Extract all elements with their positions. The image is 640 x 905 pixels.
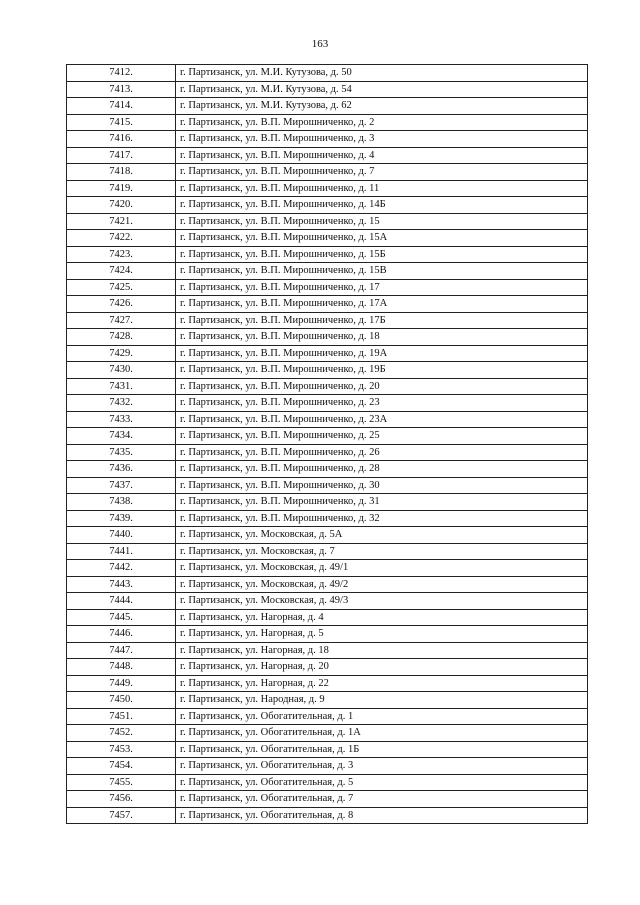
table-row	[67, 576, 588, 593]
row-address: г. Партизанск, ул. В.П. Мирошниченко, д. 15Б	[176, 246, 588, 263]
row-number: 7427.	[67, 312, 176, 329]
table-row	[67, 411, 588, 428]
row-number: 7444.	[67, 593, 176, 610]
row-address: г. Партизанск, ул. В.П. Мирошниченко, д. 7	[176, 164, 588, 181]
row-address: г. Партизанск, ул. Обогатительная, д. 8	[176, 807, 588, 824]
table-row	[67, 263, 588, 280]
row-address: г. Партизанск, ул. Нагорная, д. 18	[176, 642, 588, 659]
table-row	[67, 395, 588, 412]
row-address: г. Партизанск, ул. Обогатительная, д. 1Б	[176, 741, 588, 758]
row-address: г. Партизанск, ул. Московская, д. 5А	[176, 527, 588, 544]
row-number: 7443.	[67, 576, 176, 593]
table-row	[67, 725, 588, 742]
row-number: 7428.	[67, 329, 176, 346]
row-number: 7449.	[67, 675, 176, 692]
table-row	[67, 477, 588, 494]
row-address: г. Партизанск, ул. Московская, д. 7	[176, 543, 588, 560]
row-address: г. Партизанск, ул. Обогатительная, д. 1	[176, 708, 588, 725]
row-address: г. Партизанск, ул. Обогатительная, д. 1А	[176, 725, 588, 742]
table-row	[67, 642, 588, 659]
row-number: 7430.	[67, 362, 176, 379]
row-number: 7419.	[67, 180, 176, 197]
row-address: г. Партизанск, ул. В.П. Мирошниченко, д. 30	[176, 477, 588, 494]
table-row	[67, 609, 588, 626]
table-row	[67, 246, 588, 263]
table-row	[67, 593, 588, 610]
table-row	[67, 626, 588, 643]
row-address: г. Партизанск, ул. М.И. Кутузова, д. 50	[176, 65, 588, 82]
row-address: г. Партизанск, ул. В.П. Мирошниченко, д. 14Б	[176, 197, 588, 214]
row-address: г. Партизанск, ул. В.П. Мирошниченко, д. 26	[176, 444, 588, 461]
row-number: 7450.	[67, 692, 176, 709]
row-address: г. Партизанск, ул. В.П. Мирошниченко, д. 18	[176, 329, 588, 346]
row-address: г. Партизанск, ул. В.П. Мирошниченко, д. 19А	[176, 345, 588, 362]
table-row	[67, 378, 588, 395]
row-address: г. Партизанск, ул. В.П. Мирошниченко, д. 20	[176, 378, 588, 395]
table-row	[67, 444, 588, 461]
table-row	[67, 428, 588, 445]
table-row	[67, 147, 588, 164]
row-address: г. Партизанск, ул. В.П. Мирошниченко, д. 19Б	[176, 362, 588, 379]
row-number: 7448.	[67, 659, 176, 676]
row-address: г. Партизанск, ул. Обогатительная, д. 5	[176, 774, 588, 791]
table-row	[67, 692, 588, 709]
row-number: 7452.	[67, 725, 176, 742]
page-number: 163	[311, 38, 329, 50]
table-row	[67, 741, 588, 758]
table-row	[67, 791, 588, 808]
row-address: г. Партизанск, ул. Московская, д. 49/3	[176, 593, 588, 610]
table-row	[67, 461, 588, 478]
table-row	[67, 494, 588, 511]
row-number: 7431.	[67, 378, 176, 395]
row-address: г. Партизанск, ул. В.П. Мирошниченко, д. 2	[176, 114, 588, 131]
row-address: г. Партизанск, ул. В.П. Мирошниченко, д. 15В	[176, 263, 588, 280]
table-row	[67, 279, 588, 296]
table-row	[67, 114, 588, 131]
row-address: г. Партизанск, ул. Обогатительная, д. 3	[176, 758, 588, 775]
address-registry-body	[67, 65, 588, 824]
table-row	[67, 362, 588, 379]
table-row	[67, 659, 588, 676]
row-address: г. Партизанск, ул. В.П. Мирошниченко, д. 17А	[176, 296, 588, 313]
row-address: г. Партизанск, ул. Нагорная, д. 22	[176, 675, 588, 692]
row-number: 7426.	[67, 296, 176, 313]
row-number: 7453.	[67, 741, 176, 758]
row-address: г. Партизанск, ул. Московская, д. 49/1	[176, 560, 588, 577]
table-row	[67, 180, 588, 197]
table-row	[67, 65, 588, 82]
row-number: 7435.	[67, 444, 176, 461]
table-row	[67, 230, 588, 247]
row-number: 7414.	[67, 98, 176, 115]
table-row	[67, 98, 588, 115]
row-number: 7420.	[67, 197, 176, 214]
row-address: г. Партизанск, ул. В.П. Мирошниченко, д. 32	[176, 510, 588, 527]
table-row	[67, 345, 588, 362]
row-address: г. Партизанск, ул. В.П. Мирошниченко, д. 11	[176, 180, 588, 197]
row-number: 7418.	[67, 164, 176, 181]
row-number: 7416.	[67, 131, 176, 148]
row-number: 7417.	[67, 147, 176, 164]
row-number: 7423.	[67, 246, 176, 263]
row-number: 7413.	[67, 81, 176, 98]
row-address: г. Партизанск, ул. В.П. Мирошниченко, д. 23А	[176, 411, 588, 428]
row-number: 7433.	[67, 411, 176, 428]
table-row	[67, 213, 588, 230]
table-row	[67, 543, 588, 560]
row-number: 7451.	[67, 708, 176, 725]
table-row	[67, 560, 588, 577]
row-address: г. Партизанск, ул. В.П. Мирошниченко, д. 17Б	[176, 312, 588, 329]
row-number: 7445.	[67, 609, 176, 626]
row-number: 7439.	[67, 510, 176, 527]
row-number: 7432.	[67, 395, 176, 412]
row-number: 7434.	[67, 428, 176, 445]
row-address: г. Партизанск, ул. В.П. Мирошниченко, д. 3	[176, 131, 588, 148]
row-address: г. Партизанск, ул. М.И. Кутузова, д. 54	[176, 81, 588, 98]
row-number: 7422.	[67, 230, 176, 247]
table-row	[67, 510, 588, 527]
table-row	[67, 131, 588, 148]
table-row	[67, 296, 588, 313]
row-address: г. Партизанск, ул. Нагорная, д. 5	[176, 626, 588, 643]
table-row	[67, 758, 588, 775]
row-address: г. Партизанск, ул. В.П. Мирошниченко, д. 23	[176, 395, 588, 412]
table-row	[67, 312, 588, 329]
table-row	[67, 197, 588, 214]
table-row	[67, 164, 588, 181]
table-row	[67, 329, 588, 346]
row-address: г. Партизанск, ул. В.П. Мирошниченко, д. 28	[176, 461, 588, 478]
row-address: г. Партизанск, ул. М.И. Кутузова, д. 62	[176, 98, 588, 115]
row-number: 7424.	[67, 263, 176, 280]
row-address: г. Партизанск, ул. В.П. Мирошниченко, д. 25	[176, 428, 588, 445]
row-number: 7456.	[67, 791, 176, 808]
row-number: 7425.	[67, 279, 176, 296]
row-number: 7446.	[67, 626, 176, 643]
row-number: 7442.	[67, 560, 176, 577]
row-address: г. Партизанск, ул. В.П. Мирошниченко, д. 4	[176, 147, 588, 164]
row-number: 7447.	[67, 642, 176, 659]
row-number: 7415.	[67, 114, 176, 131]
row-number: 7440.	[67, 527, 176, 544]
address-registry-table	[66, 64, 588, 824]
row-address: г. Партизанск, ул. Обогатительная, д. 7	[176, 791, 588, 808]
row-address: г. Партизанск, ул. В.П. Мирошниченко, д. 31	[176, 494, 588, 511]
row-number: 7454.	[67, 758, 176, 775]
table-row	[67, 774, 588, 791]
table-row	[67, 708, 588, 725]
row-number: 7412.	[67, 65, 176, 82]
row-number: 7438.	[67, 494, 176, 511]
row-number: 7441.	[67, 543, 176, 560]
table-row	[67, 81, 588, 98]
row-number: 7421.	[67, 213, 176, 230]
row-number: 7437.	[67, 477, 176, 494]
table-row	[67, 675, 588, 692]
row-address: г. Партизанск, ул. В.П. Мирошниченко, д. 15	[176, 213, 588, 230]
table-row	[67, 527, 588, 544]
row-number: 7457.	[67, 807, 176, 824]
row-address: г. Партизанск, ул. Московская, д. 49/2	[176, 576, 588, 593]
row-number: 7455.	[67, 774, 176, 791]
row-address: г. Партизанск, ул. В.П. Мирошниченко, д. 15А	[176, 230, 588, 247]
table-row	[67, 807, 588, 824]
row-address: г. Партизанск, ул. В.П. Мирошниченко, д. 17	[176, 279, 588, 296]
row-number: 7429.	[67, 345, 176, 362]
row-address: г. Партизанск, ул. Народная, д. 9	[176, 692, 588, 709]
row-number: 7436.	[67, 461, 176, 478]
row-address: г. Партизанск, ул. Нагорная, д. 20	[176, 659, 588, 676]
row-address: г. Партизанск, ул. Нагорная, д. 4	[176, 609, 588, 626]
